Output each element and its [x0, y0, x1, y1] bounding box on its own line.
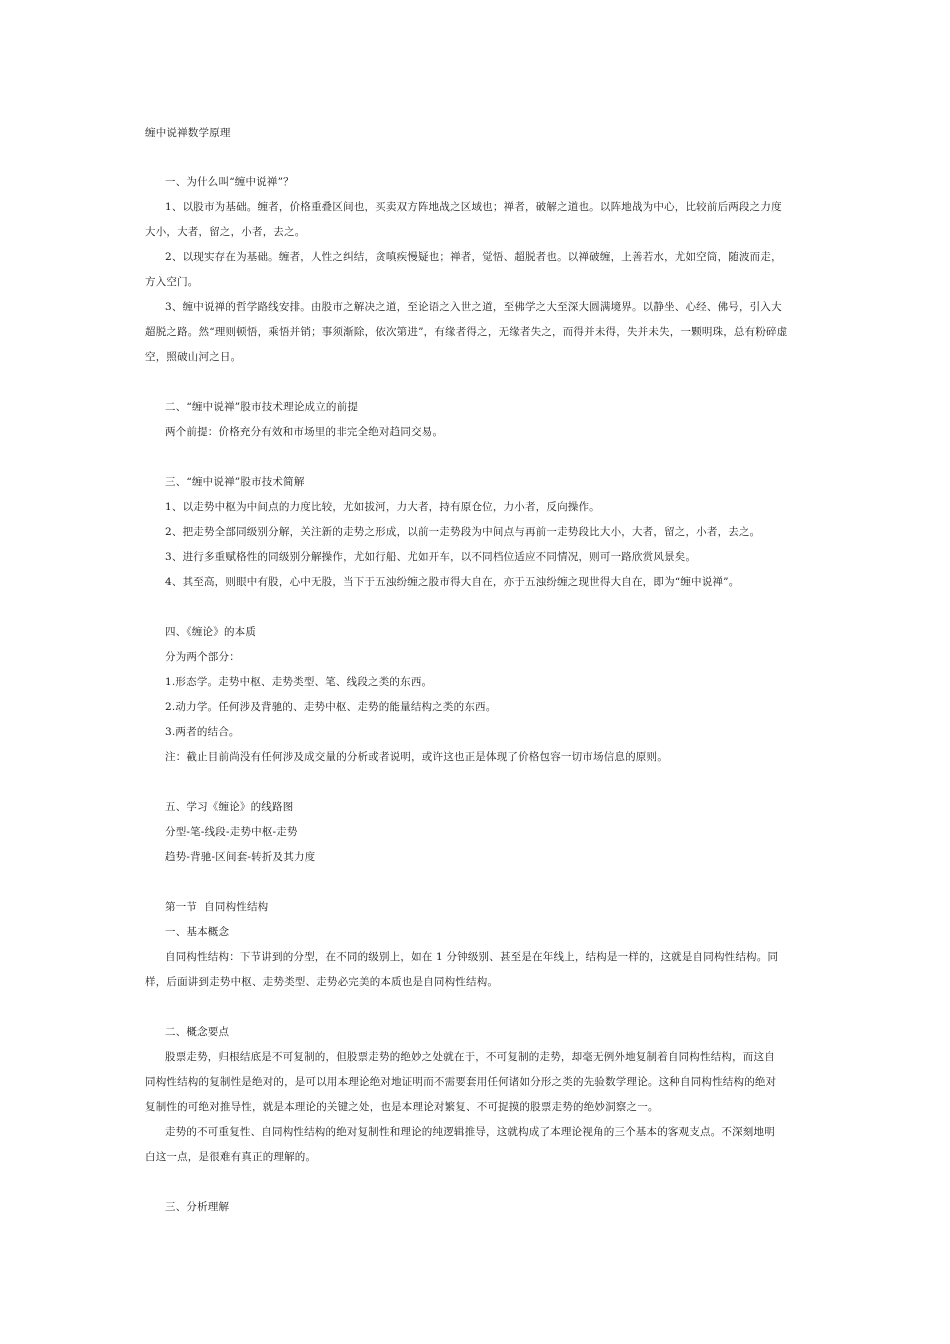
section-heading: 二、“缠中说禅”股市技术理论成立的前提 [165, 401, 359, 413]
section-heading: 三、“缠中说禅”股市技术简解 [165, 476, 305, 488]
paragraph-line: 白这一点，是很难有真正的理解的。 [145, 1151, 317, 1163]
note-line: 注：截止目前尚没有任何涉及成交量的分析或者说明，或许这也正是体现了价格包容一切市场信息的原则。 [165, 751, 668, 763]
list-item: 3、进行多重赋格性的同级别分解操作，尤如行船、尤如开车，以不同档位适应不同情况，则可一路欣赏风景矣。 [165, 551, 697, 563]
paragraph-line: 超脱之路。然“理则顿悟，乘悟并销；事须渐除，依次第进”，有缘者得之，无缘者失之，而得并未得，失并未失，一颗明珠，总有粉碎虚 [145, 326, 788, 338]
paragraph-line: 2、以现实存在为基础。缠者，人性之纠结，贪嗔疾慢疑也；禅者，觉悟、超脱者也。以禅破缠，上善若水，尤如空筒，随波而走， [165, 251, 782, 263]
paragraph-line: 股票走势，归根结底是不可复制的，但股票走势的绝妙之处就在于，不可复制的走势，却毫无例外地复制着自同构性结构，而这自 [165, 1051, 775, 1063]
paragraph-line: 趋势-背驰-区间套-转折及其力度 [165, 851, 316, 863]
list-item: 1、以走势中枢为中间点的力度比较，尤如拔河，力大者，持有原仓位，力小者，反向操作。 [165, 501, 600, 513]
paragraph-line: 1、以股市为基础。缠者，价格重叠区间也，买卖双方阵地战之区域也；禅者，破解之道也。以阵地战为中心，比较前后两段之力度 [165, 201, 782, 213]
document-title: 缠中说禅数学原理 [145, 127, 231, 139]
paragraph-line: 复制性的可绝对推导性，就是本理论的关键之处，也是本理论对繁复、不可捉摸的股票走势的绝妙洞察之一。 [145, 1101, 659, 1113]
paragraph-line: 走势的不可重复性、自同构性结构的绝对复制性和理论的纯逻辑推导，这就构成了本理论视角的三个基本的客观支点。不深刻地明 [165, 1126, 775, 1138]
chapter-heading: 第一节 自同构性结构 [165, 901, 269, 913]
paragraph-line: 空，照破山河之日。 [145, 351, 242, 363]
paragraph-line: 两个前提：价格充分有效和市场里的非完全绝对趋同交易。 [165, 426, 444, 438]
paragraph-line: 3、缠中说禅的哲学路线安排。由股市之解决之道，至论语之入世之道，至佛学之大至深大圆满境界。以静坐、心经、佛号，引入大 [165, 301, 782, 313]
subsection-heading: 三、分析理解 [165, 1201, 230, 1213]
list-item: 3.两者的结合。 [165, 726, 240, 738]
list-item: 1.形态学。走势中枢、走势类型、笔、线段之类的东西。 [165, 676, 433, 688]
paragraph-line: 分型-笔-线段-走势中枢-走势 [165, 826, 298, 838]
list-item: 2、把走势全部同级别分解，关注新的走势之形成，以前一走势段为中间点与再前一走势段比大小，大者，留之，小者，去之。 [165, 526, 761, 538]
subsection-heading: 二、概念要点 [165, 1026, 230, 1038]
paragraph-line: 样，后面讲到走势中枢、走势类型、走势必完美的本质也是自同构性结构。 [145, 976, 499, 988]
section-heading: 四、《缠论》的本质 [165, 626, 257, 638]
section-heading: 五、学习《缠论》的线路图 [165, 801, 294, 813]
paragraph-line: 分为两个部分： [165, 651, 240, 663]
list-item: 4、其至高，则眼中有股，心中无股，当下于五浊纷缠之股市得大自在，亦于五浊纷缠之现世得大自在，即为“缠中说禅”。 [165, 576, 740, 588]
paragraph-line: 自同构性结构：下节讲到的分型，在不同的级别上，如在 1 分钟级别、甚至是在年线上，结构是一样的，这就是自同构性结构。同 [165, 951, 779, 963]
paragraph-line: 方入空门。 [145, 276, 199, 288]
paragraph-line: 同构性结构的复制性是绝对的，是可以用本理论绝对地证明而不需要套用任何诸如分形之类的先验数学理论。这种自同构性结构的绝对 [145, 1076, 777, 1088]
paragraph-line: 大小，大者，留之，小者，去之。 [145, 226, 306, 238]
subsection-heading: 一、基本概念 [165, 926, 230, 938]
section-heading: 一、为什么叫“缠中说禅”？ [165, 176, 294, 188]
list-item: 2.动力学。任何涉及背驰的、走势中枢、走势的能量结构之类的东西。 [165, 701, 497, 713]
